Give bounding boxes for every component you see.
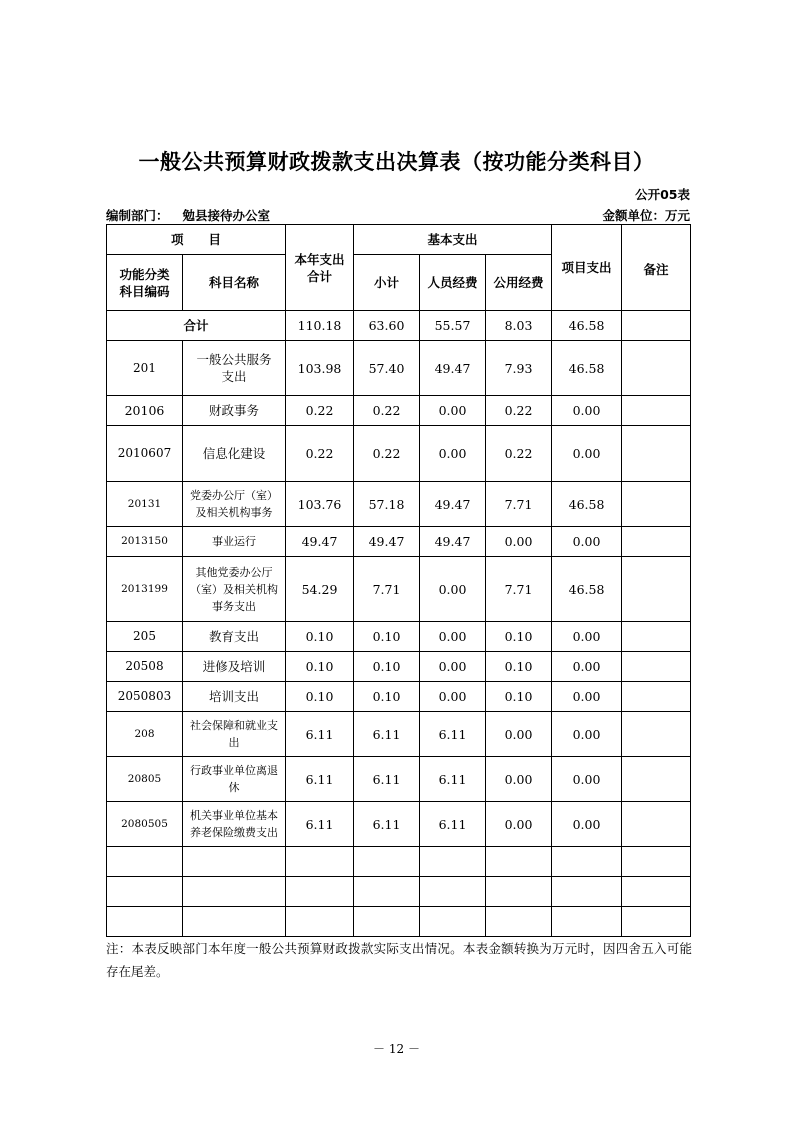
cell-total: 103.76 [286,482,354,527]
cell-subtotal: 57.40 [354,341,420,396]
cell-total: 0.10 [286,682,354,712]
cell-remarks [622,396,691,426]
cell-total: 6.11 [286,757,354,802]
cell-personnel: 0.00 [420,682,486,712]
header-row-1 [107,225,691,255]
cell-subtotal: 6.11 [354,757,420,802]
table-row [107,396,691,426]
cell-public: 7.71 [486,482,552,527]
header-subject-name: 科目名称 [183,255,286,311]
cell-public: 0.10 [486,682,552,712]
cell-name: 行政事业单位离退 休 [183,757,286,802]
cell-remarks [622,622,691,652]
cell-name: 教育支出 [183,622,286,652]
cell-remarks [622,802,691,847]
cell-name: 一般公共服务 支出 [183,341,286,396]
cell-project: 0.00 [552,682,622,712]
cell-remarks [622,557,691,622]
empty-row [107,907,691,937]
cell-total: 49.47 [286,527,354,557]
cell-remarks [622,652,691,682]
cell-public: 0.00 [486,802,552,847]
cell-remarks [622,482,691,527]
table-row [107,557,691,622]
cell-subtotal: 0.10 [354,682,420,712]
cell-code: 2010607 [107,426,183,482]
cell-code: 2013150 [107,527,183,557]
cell-code: 2013199 [107,557,183,622]
cell-name: 社会保障和就业支 出 [183,712,286,757]
table-row [107,341,691,396]
table-row [107,527,691,557]
total-row [107,311,691,341]
cell-public: 7.71 [486,557,552,622]
cell-project: 0.00 [552,757,622,802]
cell-code: 208 [107,712,183,757]
cell-total: 0.22 [286,426,354,482]
cell-total: 0.10 [286,652,354,682]
cell-subtotal: 63.60 [354,311,420,341]
cell-personnel: 49.47 [420,527,486,557]
cell-project: 46.58 [552,482,622,527]
cell-public: 8.03 [486,311,552,341]
table-row [107,712,691,757]
cell-public: 7.93 [486,341,552,396]
cell-remarks [622,426,691,482]
cell-total: 6.11 [286,712,354,757]
empty-row [107,877,691,907]
table-row [107,426,691,482]
cell-personnel: 6.11 [420,757,486,802]
expenditure-table [106,224,691,937]
dept-name: 勉县接待办公室 [182,208,271,223]
cell-total: 103.98 [286,341,354,396]
header-personnel: 人员经费 [420,255,486,311]
table-row [107,652,691,682]
cell-subtotal: 0.10 [354,622,420,652]
cell-remarks [622,527,691,557]
cell-code: 201 [107,341,183,396]
table-row [107,482,691,527]
header-remarks: 备注 [622,225,691,311]
cell-remarks [622,311,691,341]
table-note: 注：本表反映部门本年度一般公共预算财政拨款实际支出情况。本表金额转换为万元时，因四舍五入可能存在尾差。 [106,941,692,979]
cell-subtotal: 57.18 [354,482,420,527]
cell-project: 0.00 [552,622,622,652]
cell-project: 0.00 [552,712,622,757]
header-project: 项 目 [107,225,286,255]
cell-subtotal: 49.47 [354,527,420,557]
table-row [107,682,691,712]
cell-project: 0.00 [552,396,622,426]
cell-subtotal: 0.22 [354,396,420,426]
header-annual-total: 本年支出 合计 [286,225,354,311]
cell-public: 0.00 [486,757,552,802]
cell-name: 事业运行 [183,527,286,557]
cell-project: 46.58 [552,341,622,396]
cell-personnel: 49.47 [420,482,486,527]
cell-code: 20805 [107,757,183,802]
table-number: 公开05表 [635,187,690,202]
cell-subtotal: 0.10 [354,652,420,682]
cell-personnel: 0.00 [420,622,486,652]
cell-project: 0.00 [552,527,622,557]
cell-remarks [622,757,691,802]
header-project-exp: 项目支出 [552,225,622,311]
cell-public: 0.10 [486,622,552,652]
cell-personnel: 49.47 [420,341,486,396]
cell-personnel: 6.11 [420,712,486,757]
dept-label: 编制部门： [106,208,169,223]
cell-personnel: 55.57 [420,311,486,341]
cell-total: 110.18 [286,311,354,341]
cell-name: 财政事务 [183,396,286,426]
cell-project: 46.58 [552,557,622,622]
empty-row [107,847,691,877]
cell-code: 2080505 [107,802,183,847]
cell-project: 0.00 [552,802,622,847]
header-public: 公用经费 [486,255,552,311]
table-row [107,802,691,847]
cell-project: 0.00 [552,426,622,482]
cell-public: 0.22 [486,426,552,482]
cell-name: 机关事业单位基本 养老保险缴费支出 [183,802,286,847]
cell-project: 0.00 [552,652,622,682]
cell-public: 0.10 [486,652,552,682]
cell-personnel: 0.00 [420,652,486,682]
header-basic: 基本支出 [354,225,552,255]
cell-personnel: 0.00 [420,557,486,622]
table-row [107,757,691,802]
cell-name: 其他党委办公厅 （室）及相关机构 事务支出 [183,557,286,622]
cell-name: 培训支出 [183,682,286,712]
cell-public: 0.00 [486,527,552,557]
page-number: － 12 － [373,1042,420,1056]
cell-subtotal: 6.11 [354,712,420,757]
cell-total: 0.22 [286,396,354,426]
cell-code: 2050803 [107,682,183,712]
cell-total: 0.10 [286,622,354,652]
cell-subtotal: 7.71 [354,557,420,622]
cell-remarks [622,341,691,396]
cell-name: 进修及培训 [183,652,286,682]
total-label: 合计 [107,311,286,341]
cell-public: 0.22 [486,396,552,426]
cell-public: 0.00 [486,712,552,757]
cell-subtotal: 6.11 [354,802,420,847]
page-title: 一般公共预算财政拨款支出决算表（按功能分类科目） [138,150,655,174]
cell-code: 20106 [107,396,183,426]
cell-code: 20508 [107,652,183,682]
cell-remarks [622,712,691,757]
cell-subtotal: 0.22 [354,426,420,482]
cell-total: 6.11 [286,802,354,847]
cell-total: 54.29 [286,557,354,622]
header-func-code: 功能分类 科目编码 [107,255,183,311]
cell-personnel: 6.11 [420,802,486,847]
cell-code: 20131 [107,482,183,527]
amount-unit: 金额单位：万元 [602,208,690,223]
cell-name: 信息化建设 [183,426,286,482]
table-row [107,622,691,652]
compiling-department [106,206,270,224]
cell-code: 205 [107,622,183,652]
cell-remarks [622,682,691,712]
header-subtotal: 小计 [354,255,420,311]
cell-name: 党委办公厅（室） 及相关机构事务 [183,482,286,527]
cell-personnel: 0.00 [420,396,486,426]
cell-personnel: 0.00 [420,426,486,482]
cell-project: 46.58 [552,311,622,341]
